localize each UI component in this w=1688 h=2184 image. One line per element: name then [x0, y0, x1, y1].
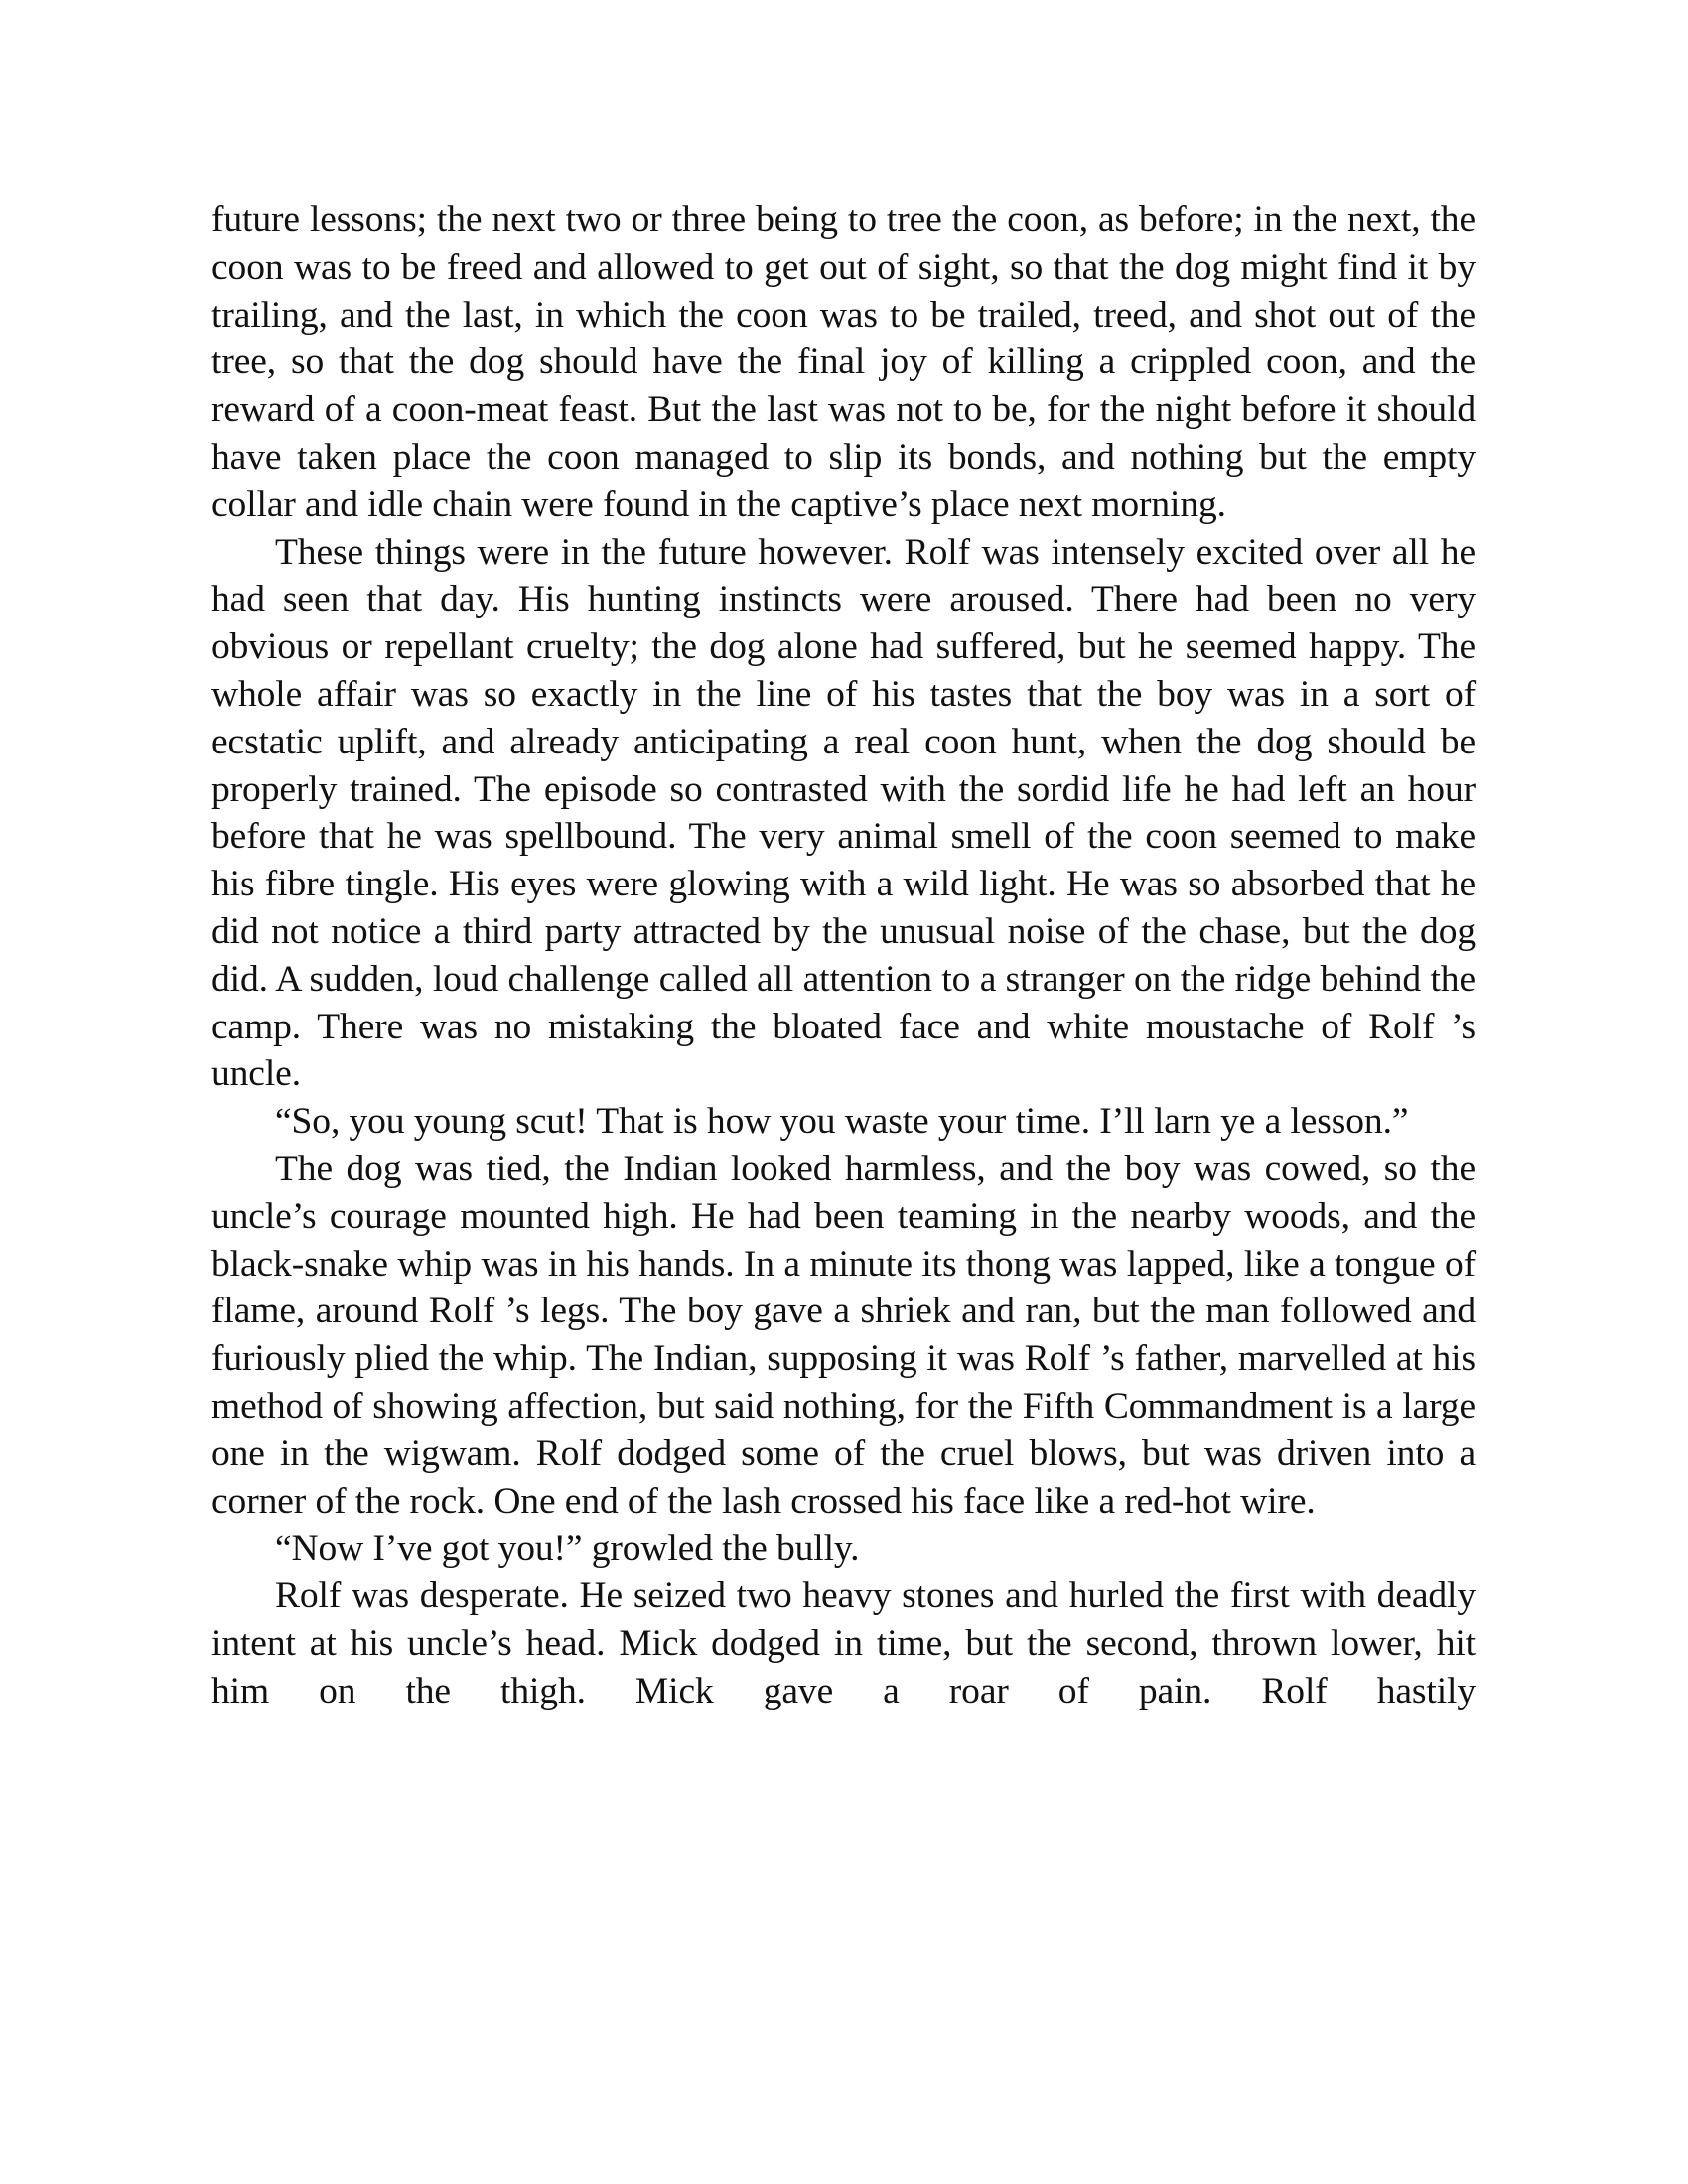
- paragraph-1: future lessons; the next two or three being to tree the coon, as before; in the next, the coon was to be freed and allowed to get out of sight, so that the dog might find it by trailing, and the last, in which the coon was to be trailed, treed, and shot out of the tree, so that the dog should have the final joy of killing a crippled coon, and the reward of a coon-meat feast. But the last was not to be, for the night before it should have taken place the coon managed to slip its bonds, and nothing but the empty collar and idle chain were found in the captive’s place next morning.: [211, 200, 1476, 525]
- paragraph-4: The dog was tied, the Indian looked harmless, and the boy was cowed, so the uncle’s courage mounted high. He had been teaming in the nearby woods, and the black-snake whip was in his hands. In a minute its thong was lapped, like a tongue of flame, around Rolf ’s legs. The boy gave a shriek and ran, but the man followed and furiously plied the whip. The Indian, supposing it was Rolf ’s father, marvelled at his method of showing affection, but said nothing, for the Fifth Commandment is a large one in the wigwam. Rolf dodged some of the cruel blows, but was driven into a corner of the rock. One end of the lash crossed his face like a red-hot wire.: [211, 1148, 1476, 1522]
- paragraph-6: Rolf was desperate. He seized two heavy stones and hurled the first with deadly intent at his uncle’s head. Mick dodged in time, but the second, thrown lower, hit him on the thigh. Mick gave a roar of pain. Rolf hastily: [211, 1575, 1476, 1711]
- page-body: [211, 197, 1476, 1715]
- paragraph-2: These things were in the future however. Rolf was intensely excited over all he had seen that day. His hunting instincts were aroused. There had been no very obvious or repellant cruelty; the dog alone had suffered, but he seemed happy. The whole affair was so exactly in the line of his tastes that the boy was in a sort of ecstatic uplift, and already anticipating a real coon hunt, when the dog should be properly trained. The episode so contrasted with the sordid life he had left an hour before that he was spellbound. The very animal smell of the coon seemed to make his fibre tingle. His eyes were glowing with a wild light. He was so absorbed that he did not notice a third party attracted by the unusual noise of the chase, but the dog did. A sudden, loud challenge called all attention to a stranger on the ridge behind the camp. There was no mistaking the bloated face and white moustache of Rolf ’s uncle.: [211, 531, 1476, 1095]
- paragraph-5: “Now I’ve got you!” growled the bully.: [275, 1528, 860, 1570]
- paragraph-3: “So, you young scut! That is how you waste your time. I’ll larn ye a lesson.”: [275, 1101, 1409, 1143]
